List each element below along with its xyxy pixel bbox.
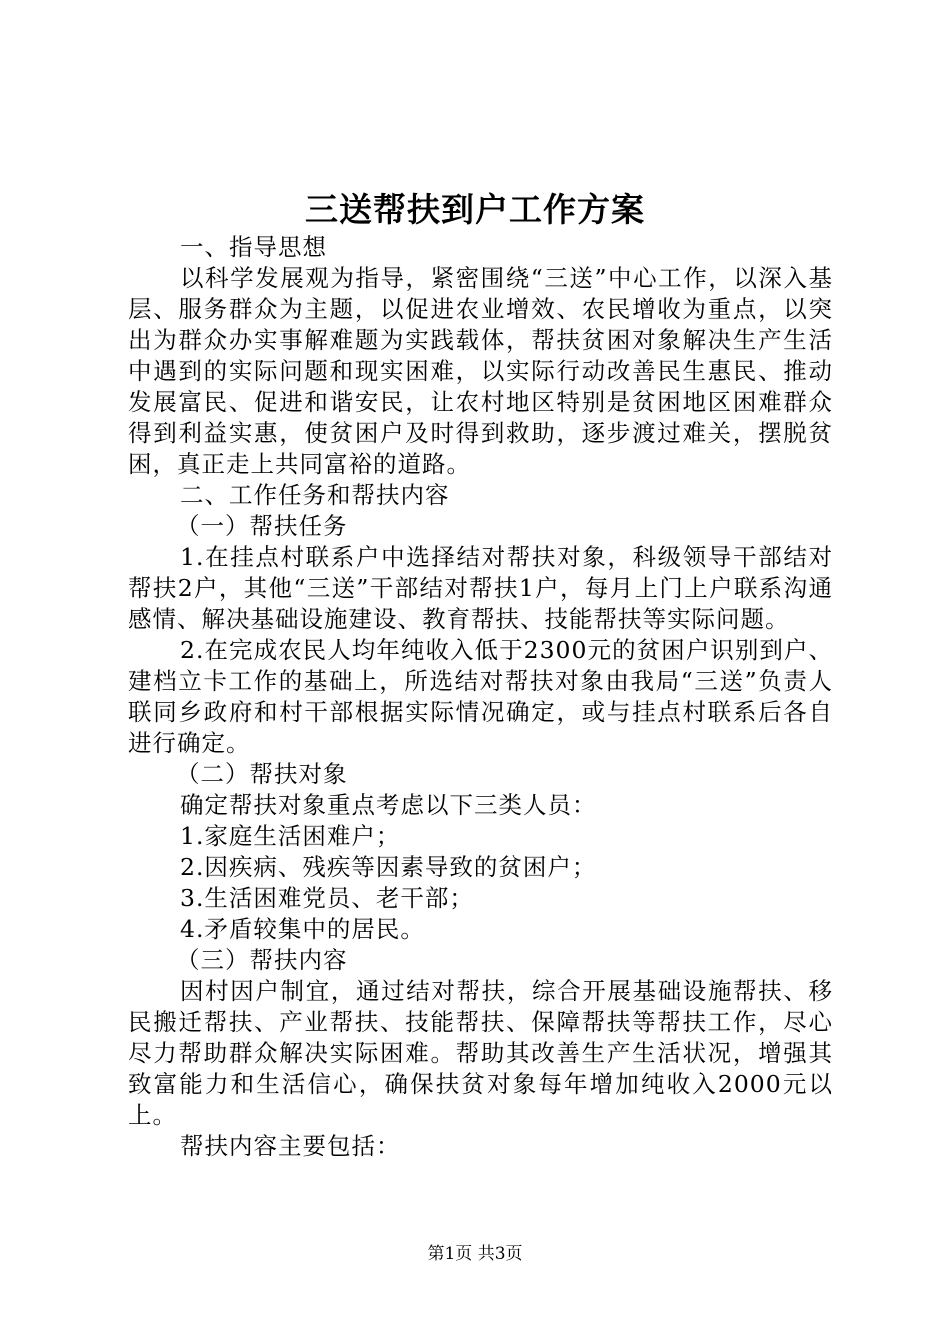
document-body <box>128 232 833 1162</box>
subheading-content: （三）帮扶内容 <box>176 946 348 974</box>
list-item-target-1: 1.家庭生活困难户； <box>180 822 401 850</box>
subheading-targets: （二）帮扶对象 <box>176 760 348 788</box>
paragraph-content-main: 帮扶内容主要包括： <box>180 1132 401 1160</box>
document-title: 三送帮扶到户工作方案 <box>305 190 645 229</box>
paragraph-guiding-thought: 以科学发展观为指导，紧密围绕“三送”中心工作，以深入基层、服务群众为主题，以促进农业增效、农民增收为重点，以突出为群众办实事解难题为实践载体，帮扶贫困对象解决生产生活中遇到的实际问题和现实困难，以实际行动改善民生惠民、推动发展富民、促进和谐安民，让农村地区特别是贫困地区困难群众得到利益实惠，使贫困户及时得到救助，逐步渡过难关，摆脱贫困，真正走上共同富裕的道路。 <box>128 264 833 478</box>
paragraph-targets-intro: 确定帮扶对象重点考虑以下三类人员： <box>180 791 597 819</box>
heading-tasks-content: 二、工作任务和帮扶内容 <box>180 481 450 509</box>
heading-guiding-thought: 一、指导思想 <box>180 233 327 261</box>
list-item-target-2: 2.因疾病、残疾等因素导致的贫困户； <box>180 853 597 881</box>
paragraph-task-1: 1.在挂点村联系户中选择结对帮扶对象，科级领导干部结对帮扶2户，其他“三送”干部结对帮扶1户，每月上门上户联系沟通感情、解决基础设施建设、教育帮扶、技能帮扶等实际问题。 <box>128 543 833 633</box>
paragraph-task-2: 2.在完成农民人均年纯收入低于2300元的贫困户识别到户、建档立卡工作的基础上，所选结对帮扶对象由我局“三送”负责人联同乡政府和村干部根据实际情况确定，或与挂点村联系后各自进行确定。 <box>128 636 833 757</box>
page-footer: 第1页 共3页 <box>427 1244 523 1264</box>
subheading-tasks: （一）帮扶任务 <box>176 512 348 540</box>
list-item-target-4: 4.矛盾较集中的居民。 <box>180 915 425 943</box>
list-item-target-3: 3.生活困难党员、老干部； <box>180 884 474 912</box>
paragraph-content: 因村因户制宜，通过结对帮扶，综合开展基础设施帮扶、移民搬迁帮扶、产业帮扶、技能帮扶、保障帮扶等帮扶工作，尽心尽力帮助群众解决实际困难。帮助其改善生产生活状况，增强其致富能力和生活信心，确保扶贫对象每年增加纯收入2000元以上。 <box>128 977 833 1129</box>
